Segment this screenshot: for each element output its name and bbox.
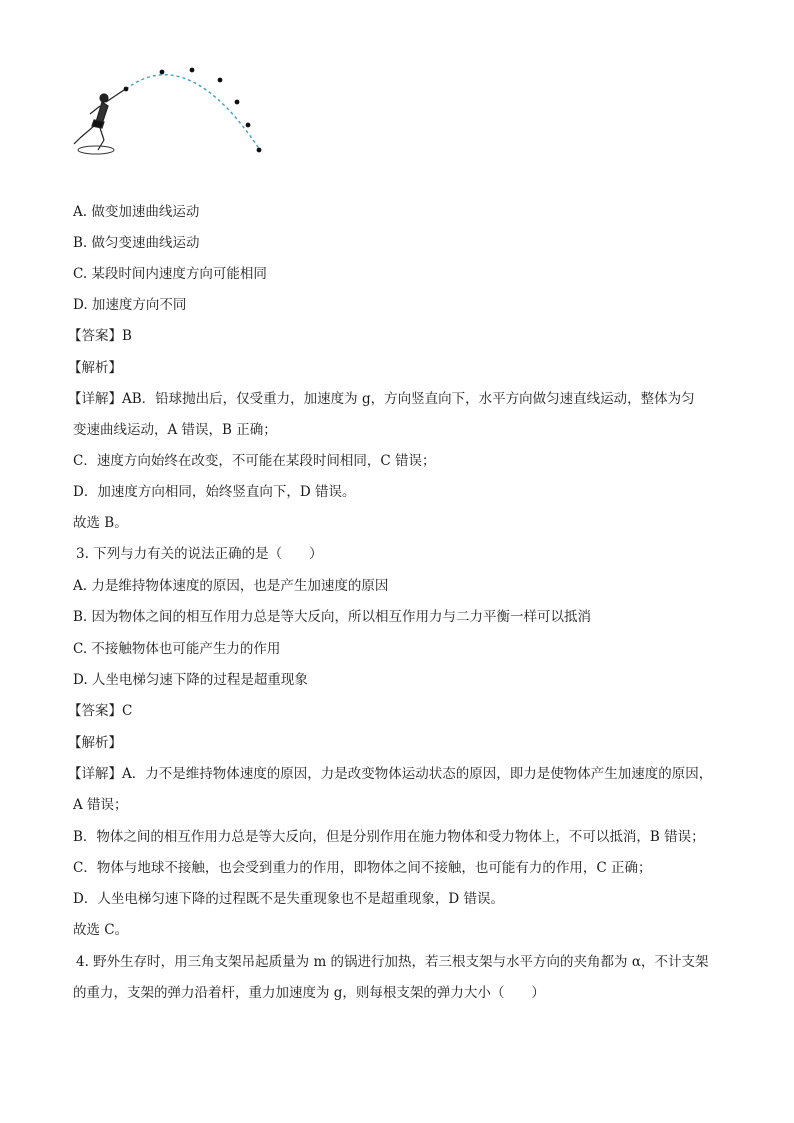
- q2-option-a: A. 做变加速曲线运动: [73, 204, 200, 220]
- q3-detail-line: A 错误；: [73, 797, 128, 813]
- q3-detail-line: B．物体之间的相互作用力总是等大反向，但是分别作用在施力物体和受力物体上，不可以抵消，B 错误；: [73, 829, 705, 845]
- q3-option-a: A. 力是维持物体速度的原因，也是产生加速度的原因: [73, 578, 389, 594]
- q3-detail-line: D．人坐电梯匀速下降的过程既不是失重现象也不是超重现象，D 错误。: [73, 891, 504, 907]
- q3-option-d: D. 人坐电梯匀速下降的过程是超重现象: [73, 672, 308, 688]
- trajectory-curve: [126, 75, 260, 150]
- trajectory-points: [124, 68, 262, 153]
- q2-option-d: D. 加速度方向不同: [73, 297, 187, 313]
- q2-detail-line: 【详解】AB．铅球抛出后，仅受重力，加速度为 g，方向竖直向下，水平方向做匀速直线运动，整体为匀: [68, 391, 695, 407]
- q2-option-b: B. 做匀变速曲线运动: [73, 235, 200, 251]
- q4-stem-line1: 4. 野外生存时，用三角支架吊起质量为 m 的锅进行加热，若三根支架与水平方向的夹角都为 α，不计支架: [76, 954, 709, 970]
- shot-put-figure: [68, 62, 268, 158]
- q3-option-b: B. 因为物体之间的相互作用力总是等大反向，所以相互作用力与二力平衡一样可以抵消: [73, 609, 592, 625]
- q2-option-c: C. 某段时间内速度方向可能相同: [73, 266, 267, 282]
- q2-answer: 【答案】B: [68, 328, 132, 344]
- q3-analysis-heading: 【解析】: [68, 735, 122, 751]
- q3-stem: 3. 下列与力有关的说法正确的是（ ）: [76, 546, 323, 562]
- q3-detail-line: 【详解】A．力不是维持物体速度的原因，力是改变物体运动状态的原因，即力是使物体产生加速度的原因，: [68, 766, 713, 782]
- q2-conclusion: 故选 B。: [73, 515, 128, 531]
- q3-option-c: C. 不接触物体也可能产生力的作用: [73, 641, 281, 657]
- q3-answer: 【答案】C: [68, 703, 133, 719]
- q2-detail-line: D．加速度方向相同，始终竖直向下，D 错误。: [73, 484, 356, 500]
- q4-stem-line2: 的重力，支架的弹力沿着杆，重力加速度为 g，则每根支架的弹力大小（ ）: [73, 985, 545, 1001]
- shot-put-athlete-icon: [74, 90, 124, 154]
- q2-detail-line: C．速度方向始终在改变，不可能在某段时间相同，C 错误；: [73, 453, 436, 469]
- q3-conclusion: 故选 C。: [73, 922, 129, 938]
- q3-detail-line: C．物体与地球不接触，也会受到重力的作用，即物体之间不接触，也可能有力的作用，C 正确；: [73, 860, 652, 876]
- q2-analysis-heading: 【解析】: [68, 360, 122, 376]
- q2-detail-line: 变速曲线运动，A 错误，B 正确；: [73, 422, 277, 438]
